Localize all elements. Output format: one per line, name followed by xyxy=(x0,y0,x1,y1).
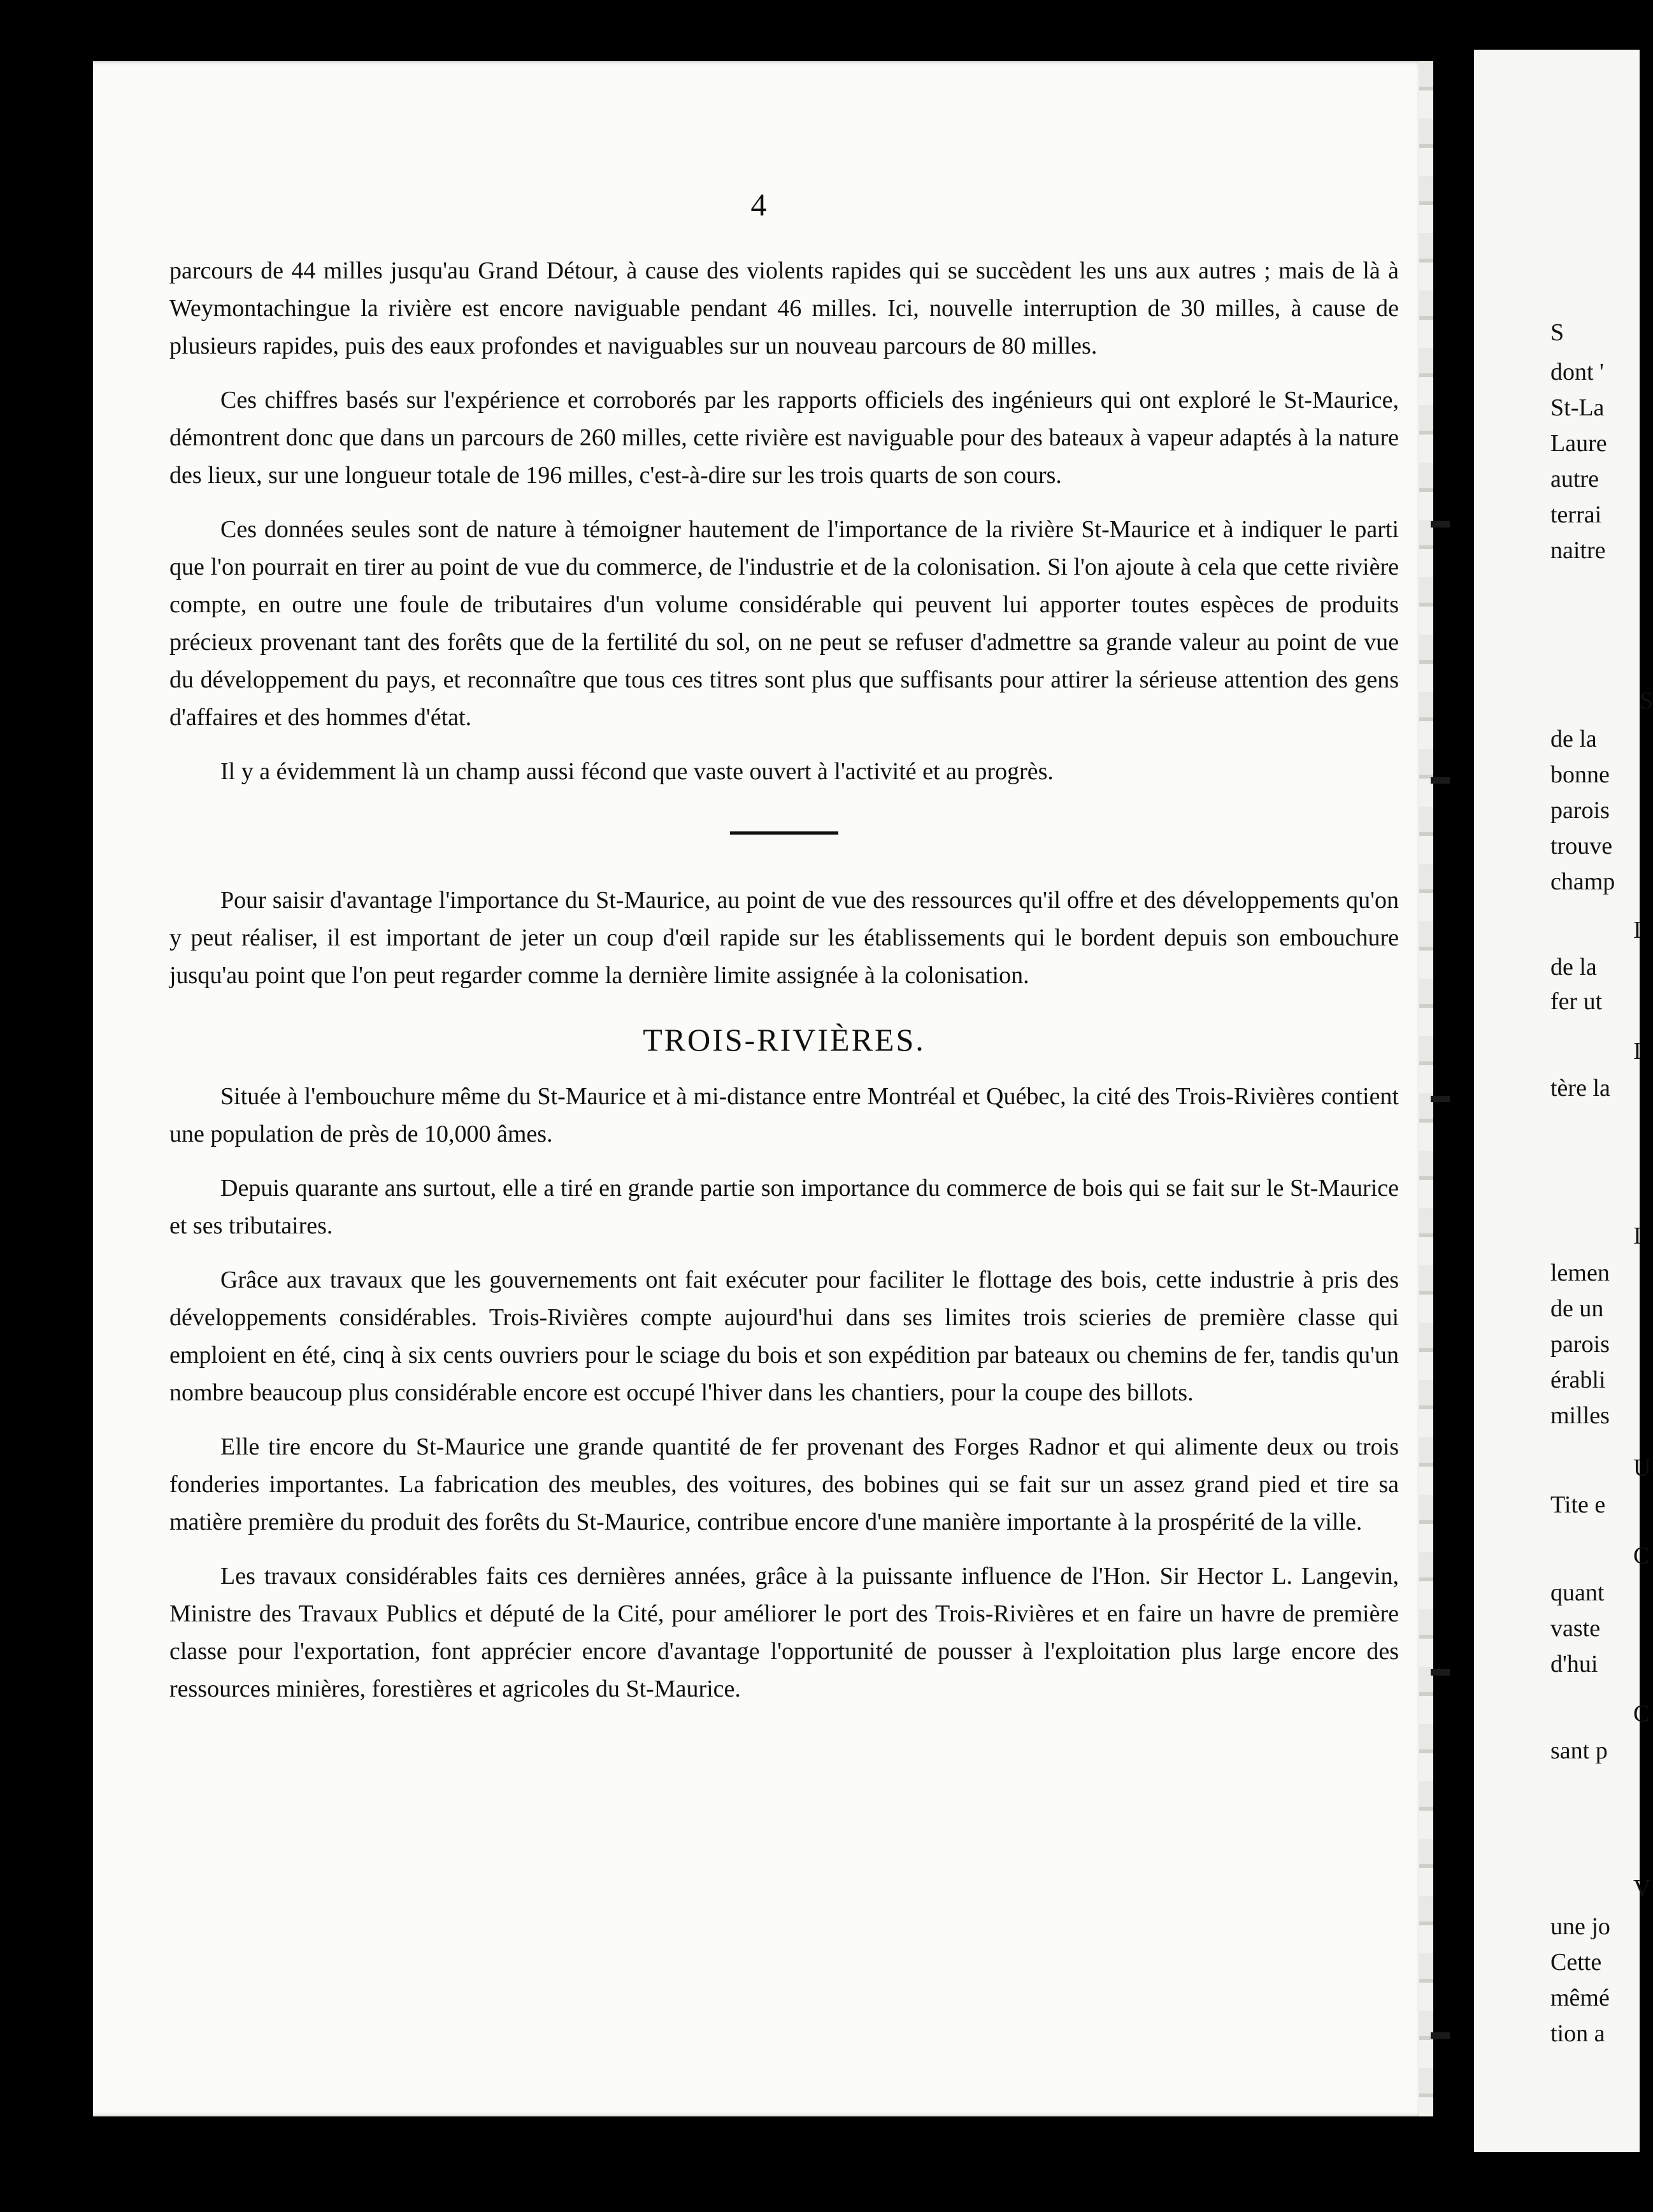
right-page-fragment: tion a xyxy=(1550,2020,1605,2047)
right-page-fragment: Tite e xyxy=(1550,1491,1606,1518)
paragraph: Ces chiffres basés sur l'expérience et corroborés par les rapports officiels des ingénieurs qui ont exploré le St-Maurice, démontrent donc que dans un parcours de 260 milles, cette rivière est naviguable pour des bateaux à vapeur adaptés à la nature des lieux, sur une longueur totale de 196 milles, c'est-à-dire sur les trois quarts de son cours. xyxy=(169,387,1399,489)
right-page-fragment: dont ' xyxy=(1550,359,1604,385)
right-page-fragment: S xyxy=(1550,319,1564,346)
right-page-fragment: bonne xyxy=(1550,761,1610,788)
right-page xyxy=(1474,50,1653,2152)
right-page-fragment: milles xyxy=(1550,1402,1610,1429)
right-page-fragment: de un xyxy=(1550,1295,1604,1322)
right-page-fragment: I xyxy=(1633,1223,1642,1249)
binding-mark xyxy=(1431,2032,1450,2039)
right-page-fragment: parois xyxy=(1550,797,1610,824)
section-heading: TROIS-RIVIÈRES. xyxy=(643,1022,926,1058)
paragraph: Pour saisir d'avantage l'importance du St-Maurice, au point de vue des ressources qu'il offre et des développements qu'on y peut réaliser, il est important de jeter un coup d'œil rapide sur les établissements qui le bordent depuis son embouchure jusqu'au point que l'on peut regarder comme la dernière limite assignée à la colonisation. xyxy=(169,887,1399,989)
binding-mark xyxy=(1431,521,1450,528)
right-page-fragment: lemen xyxy=(1550,1260,1610,1286)
right-page-fragment: I xyxy=(1633,917,1642,944)
right-page-fragment: Cette xyxy=(1550,1949,1602,1976)
right-page-fragment: terrai xyxy=(1550,501,1602,528)
right-page-fragment: C xyxy=(1633,1700,1650,1727)
right-page-fragment: vaste xyxy=(1550,1615,1601,1642)
right-page-fragment: parois xyxy=(1550,1331,1610,1358)
right-page-fragment: mêmé xyxy=(1550,1985,1610,2011)
right-page-fragment: de la xyxy=(1550,954,1597,980)
right-page-fragment: d'hui xyxy=(1550,1651,1598,1677)
right-page-fragment: sant p xyxy=(1550,1737,1608,1764)
right-page-fragment: champ xyxy=(1550,868,1615,895)
paragraph: Située à l'embouchure même du St-Maurice et à mi-distance entre Montréal et Québec, la cité des Trois-Rivières contient une population de près de 10,000 âmes. xyxy=(169,1083,1399,1147)
right-page-fragment: tère la xyxy=(1550,1075,1610,1102)
right-page-fragment: quant xyxy=(1550,1579,1605,1606)
body-text xyxy=(169,252,1399,1725)
paragraph: Grâce aux travaux que les gouvernements ont fait exécuter pour faciliter le flottage des bois, cette industrie à pris des développements considérables. Trois-Rivières compte aujourd'hui dans ses limites trois scieries de première classe qui emploient en été, cinq à six cents ouvriers pour le sciage du bois et son expédition par bateaux ou chemins de fer, tandis qu'un nombre beaucoup plus considérable encore est occupé l'hiver dans les chantiers, pour la coupe des billots. xyxy=(169,1267,1399,1406)
right-page-fragment: de la xyxy=(1550,726,1597,752)
right-page-fragment: fer ut xyxy=(1550,988,1603,1015)
right-page-fragment: autre xyxy=(1550,466,1599,492)
paragraph: Depuis quarante ans surtout, elle a tiré en grande partie son importance du commerce de bois qui se fait sur le St-Maurice et ses tributaires. xyxy=(169,1175,1399,1239)
paragraph: Les travaux considérables faits ces dernières années, grâce à la puissante influence de l'Hon. Sir Hector L. Langevin, Ministre des Travaux Publics et député de la Cité, pour améliorer le port des Trois-Rivières et en faire un havre de première classe pour l'exportation, font apprécier encore d'avantage l'opportunité de pousser à l'exploitation plus large encore des ressources minières, forestières et agricoles du St-Maurice. xyxy=(169,1563,1399,1702)
page-edge xyxy=(1419,61,1433,2116)
page-number: 4 xyxy=(750,187,767,222)
section-divider xyxy=(730,831,838,835)
binding-mark xyxy=(1431,777,1450,784)
right-page-fragment: Laure xyxy=(1550,430,1607,457)
right-page-fragment: I xyxy=(1633,1038,1642,1065)
left-page xyxy=(93,61,1424,2116)
right-page-fragment: St-La xyxy=(1550,394,1605,421)
paragraph: Il y a évidemment là un champ aussi fécond que vaste ouvert à l'activité et au progrès. xyxy=(220,758,1054,785)
right-page-fragment: érabli xyxy=(1550,1367,1606,1393)
paragraph: parcours de 44 milles jusqu'au Grand Détour, à cause des violents rapides qui se succèdent les uns aux autres ; mais de là à Weymontachingue la rivière est encore naviguable pendant 46 milles. Ici, nouvelle interruption de 30 milles, à cause de plusieurs rapides, puis des eaux profondes et naviguables sur un nouveau parcours de 80 milles. xyxy=(169,257,1399,359)
paragraph: Ces données seules sont de nature à témoigner hautement de l'importance de la rivière St-Maurice et à indiquer le parti que l'on pourrait en tirer au point de vue du commerce, de l'industrie et de la colonisation. Si l'on ajoute à cela que cette rivière compte, en outre une foule de tributaires d'un volume considérable qui peuvent lui apporter toutes espèces de produits précieux provenant tant des forêts que de la fertilité du sol, on ne peut se refuser d'admettre sa grande valeur au point de vue du développement du pays, et reconnaître que tous ces titres sont plus que suffisants pour attirer la sérieuse attention des gens d'affaires et des hommes d'état. xyxy=(169,516,1399,731)
right-page-fragment: V xyxy=(1633,1875,1651,1902)
paragraph: Elle tire encore du St-Maurice une grande quantité de fer provenant des Forges Radnor et qui alimente deux ou trois fonderies importantes. La fabrication des meubles, des voitures, des bobines qui se fait sur un assez grand pied et tire sa matière première du produit des forêts du St-Maurice, contribue encore d'une manière importante à la prospérité de la ville. xyxy=(169,1433,1399,1535)
right-page-fragment: C xyxy=(1633,1542,1650,1569)
right-page-fragment: naitre xyxy=(1550,537,1606,564)
right-page-fragment: une jo xyxy=(1550,1913,1610,1940)
binding-mark xyxy=(1431,1669,1450,1676)
right-page-fragment: U xyxy=(1633,1454,1651,1481)
right-page-fragment: trouve xyxy=(1550,833,1613,859)
right-page-fragment: S xyxy=(1640,687,1653,714)
binding-mark xyxy=(1431,1096,1450,1102)
